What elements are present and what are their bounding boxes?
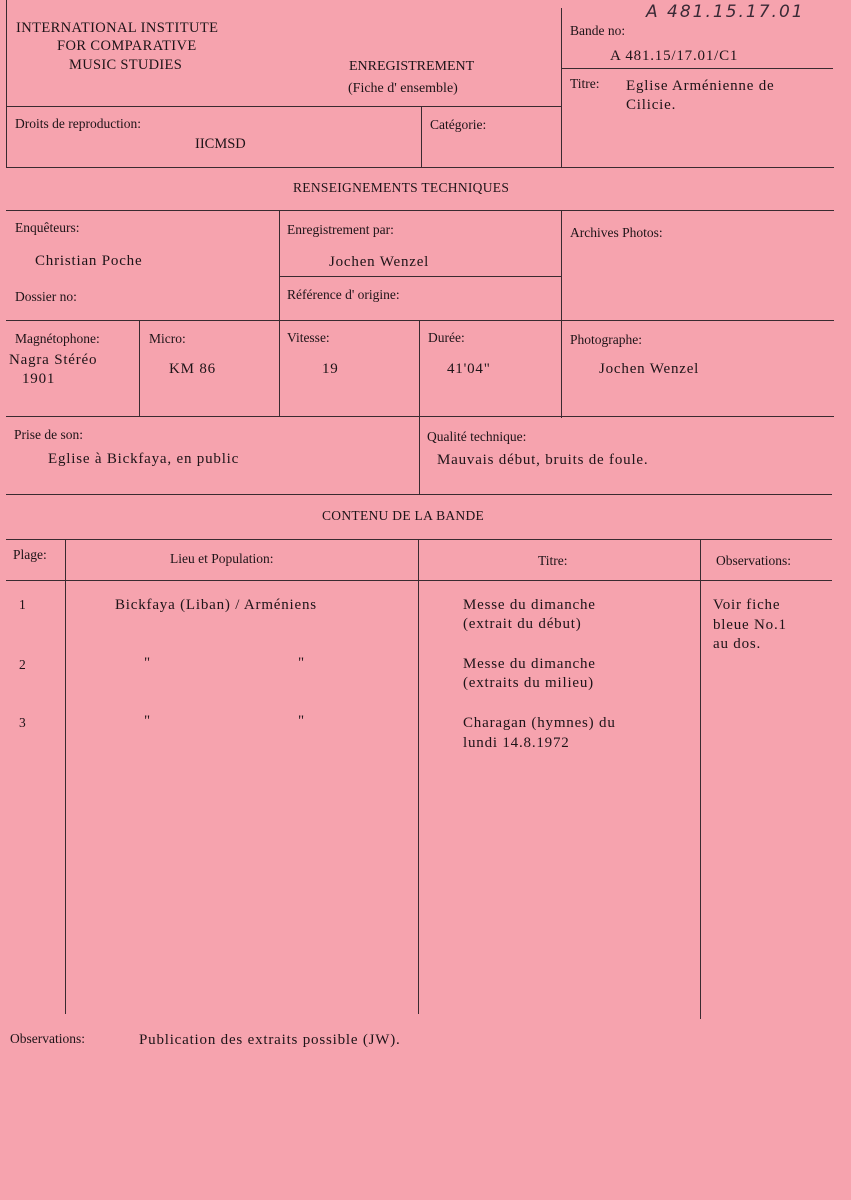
institute-name-line3: MUSIC STUDIES (69, 57, 183, 73)
categorie-label: Catégorie: (430, 117, 487, 132)
qualite-technique-label: Qualité technique: (427, 429, 527, 444)
divider (6, 0, 7, 168)
magnetophone-value-line1: Nagra Stéréo (9, 352, 98, 368)
divider (700, 539, 701, 1019)
ditto-mark: " (144, 655, 151, 671)
divider (6, 106, 562, 107)
titre-value-line1: Eglise Arménienne de (626, 78, 775, 94)
titre-label: Titre: (570, 76, 600, 91)
divider (6, 494, 832, 495)
enqueteurs-label: Enquêteurs: (15, 220, 80, 235)
magnetophone-value-line2: 1901 (22, 371, 56, 387)
institute-name-line2: FOR COMPARATIVE (57, 38, 197, 54)
divider (418, 539, 419, 1014)
observation-line: bleue No.1 (713, 617, 787, 633)
droits-value: IICMSD (195, 136, 246, 152)
divider (421, 106, 422, 168)
titre-line: Charagan (hymnes) du (463, 715, 616, 731)
divider (65, 539, 66, 1014)
divider (279, 276, 561, 277)
titre-line: (extraits du milieu) (463, 675, 594, 691)
prise-de-son-value: Eglise à Bickfaya, en public (48, 451, 240, 467)
duree-label: Durée: (428, 330, 465, 345)
form-title: ENREGISTREMENT (349, 59, 475, 74)
handwritten-reference: A 481.15.17.01 (646, 2, 805, 22)
ditto-mark: " (298, 655, 305, 671)
vitesse-label: Vitesse: (287, 330, 330, 345)
micro-value: KM 86 (169, 361, 216, 377)
divider (6, 167, 834, 168)
photographe-label: Photographe: (570, 332, 642, 347)
divider (139, 320, 140, 416)
titre-line: Messe du dimanche (463, 656, 596, 672)
magnetophone-label: Magnétophone: (15, 331, 100, 346)
column-header-observations: Observations: (716, 553, 791, 568)
divider (561, 68, 833, 69)
observation-line: Voir fiche (713, 597, 781, 613)
qualite-technique-value: Mauvais début, bruits de foule. (437, 452, 649, 468)
enqueteurs-value: Christian Poche (35, 253, 143, 269)
bande-label: Bande no: (570, 23, 626, 38)
titre-line: (extrait du début) (463, 616, 582, 632)
observation-line: au dos. (713, 636, 762, 652)
plage-number: 2 (19, 657, 26, 672)
institute-name-line1: INTERNATIONAL INSTITUTE (16, 20, 219, 36)
form-subtitle: (Fiche d' ensemble) (348, 81, 458, 96)
section-title-technique: RENSEIGNEMENTS TECHNIQUES (293, 180, 510, 195)
micro-label: Micro: (149, 331, 186, 346)
titre-line: Messe du dimanche (463, 597, 596, 613)
ditto-mark: " (298, 713, 305, 729)
ditto-mark: " (144, 713, 151, 729)
enregistrement-label: Enregistrement par: (287, 222, 394, 237)
divider (419, 320, 420, 416)
divider (419, 416, 420, 494)
section-title-contenu: CONTENU DE LA BANDE (322, 508, 485, 523)
dossier-label: Dossier no: (15, 289, 77, 304)
plage-number: 3 (19, 715, 26, 730)
plage-number: 1 (19, 597, 26, 612)
footer-observations-label: Observations: (10, 1031, 85, 1046)
photographe-value: Jochen Wenzel (599, 361, 700, 377)
divider (279, 210, 280, 416)
duree-value: 41'04" (447, 361, 491, 377)
archives-photos-label: Archives Photos: (570, 225, 663, 240)
titre-value-line2: Cilicie. (626, 97, 677, 113)
titre-line: lundi 14.8.1972 (463, 735, 570, 751)
divider (561, 8, 562, 168)
vitesse-value: 19 (322, 361, 339, 377)
column-header-lieu: Lieu et Population: (170, 551, 274, 566)
lieu-population: Bickfaya (Liban) / Arméniens (115, 597, 317, 613)
droits-label: Droits de reproduction: (15, 116, 141, 131)
column-header-titre: Titre: (538, 553, 568, 568)
enregistrement-value: Jochen Wenzel (329, 254, 430, 270)
bande-value: A 481.15/17.01/C1 (610, 48, 739, 64)
prise-de-son-label: Prise de son: (14, 427, 83, 442)
divider (561, 210, 562, 418)
divider (6, 210, 834, 211)
footer-observations-value: Publication des extraits possible (JW). (139, 1032, 401, 1048)
column-header-plage: Plage: (13, 547, 47, 562)
reference-label: Référence d' origine: (287, 287, 400, 302)
